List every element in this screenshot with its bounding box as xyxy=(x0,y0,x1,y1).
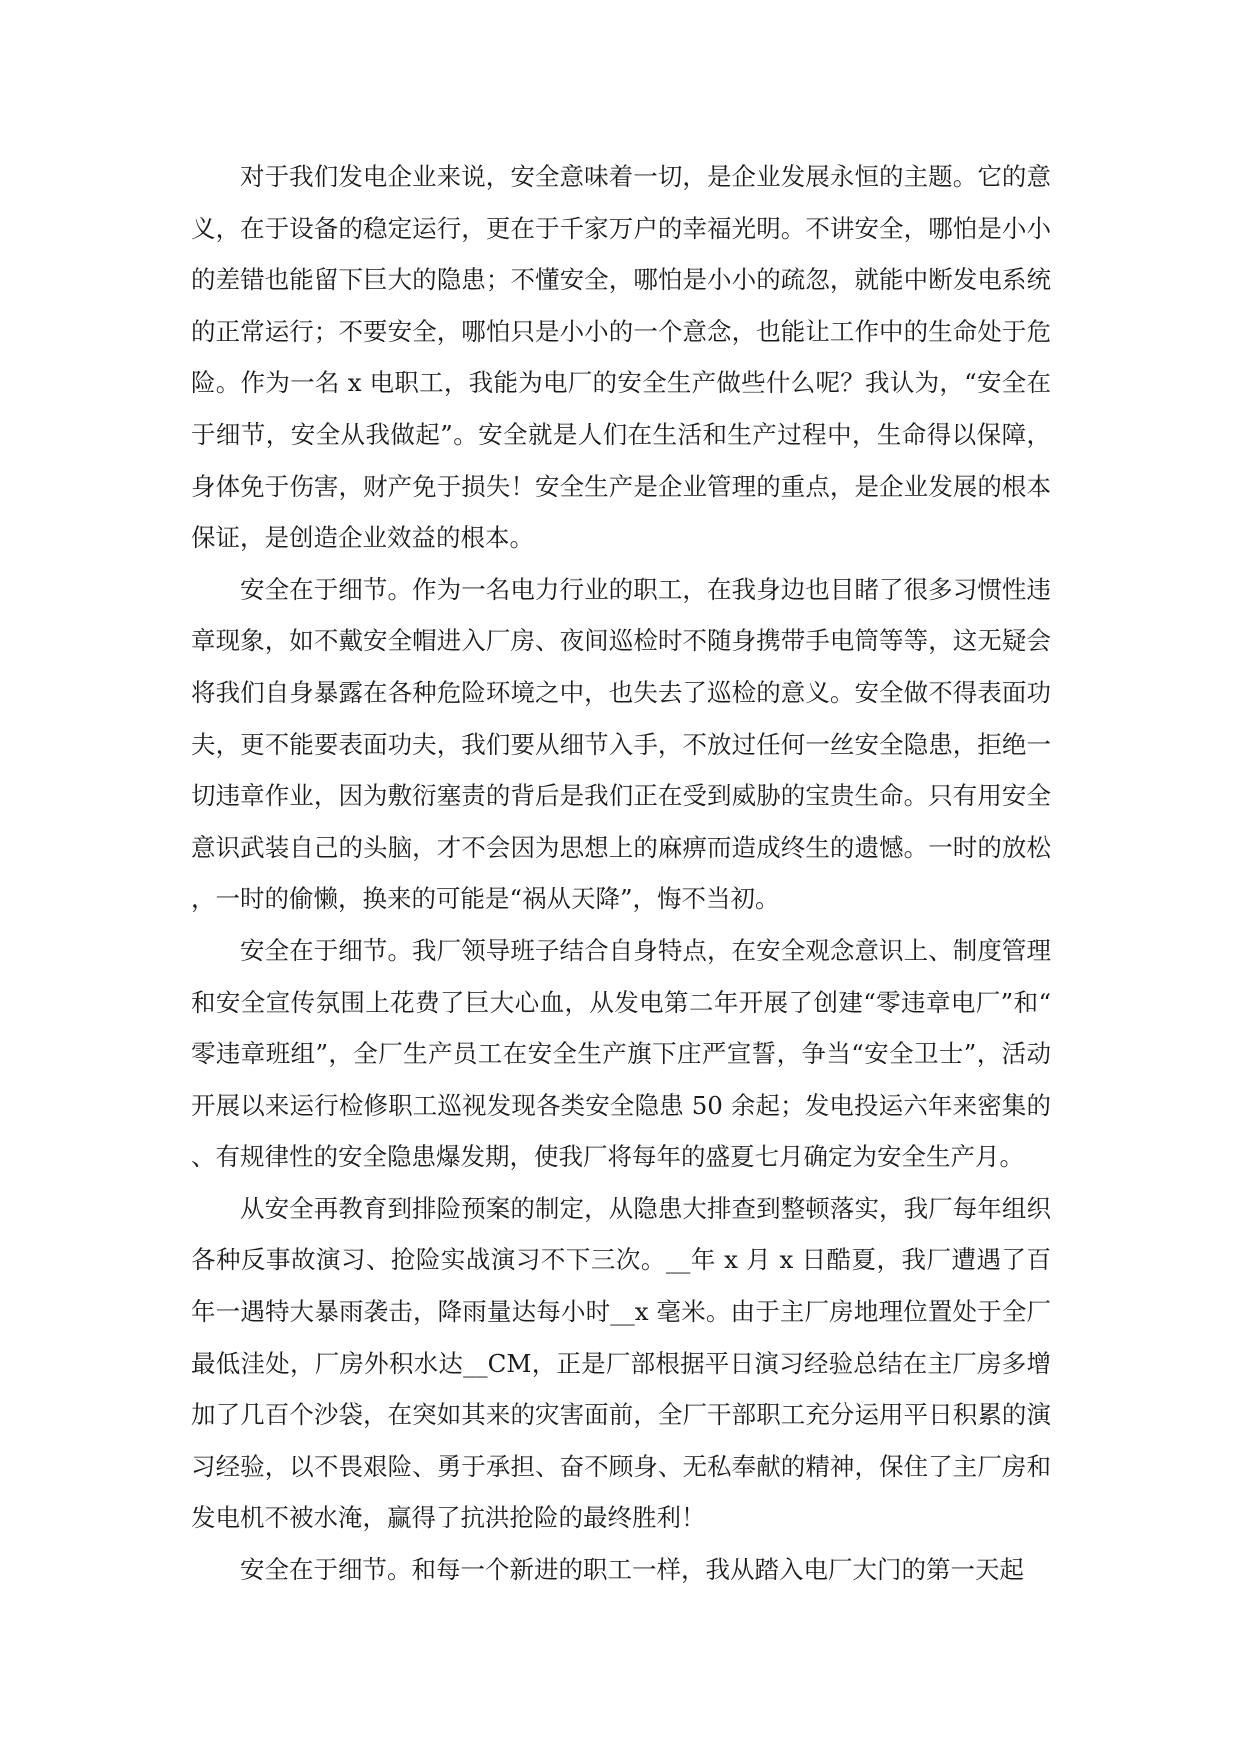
paragraph-3: 安全在于细节。我厂领导班子结合自身特点，在安全观念意识上、制度管理和安全宣传氛围上花费了巨大心血，从发电第二年开展了创建“零违章电厂”和“零违章班组”，全厂生产员工在安全生产旗下庄严宣誓，争当“安全卫士”，活动开展以来运行检修职工巡视发现各类安全隐患 50 余起；发电投运六年来密集的、有规律性的安全隐患爆发期，使我厂将每年的盛夏七月确定为安全生产月。 xyxy=(191,935,1051,1172)
paragraph-4: 从安全再教育到排险预案的制定，从隐患大排查到整顿落实，我厂每年组织各种反事故演习、抢险实战演习不下三次。__年 x 月 x 日酷夏，我厂遭遇了百年一遇特大暴雨袭击，降雨量达每小时__x 毫米。由于主厂房地理位置处于全厂最低洼处，厂房外积水达__CM，正是厂部根据平日演习经验总结在主厂房多增加了几百个沙袋，在突如其来的灾害面前，全厂干部职工充分运用平日积累的演习经验，以不畏艰险、勇于承担、奋不顾身、无私奉献的精神，保住了主厂房和发电机不被水淹，赢得了抗洪抢险的最终胜利！ xyxy=(191,1193,1051,1533)
paragraph-2: 安全在于细节。作为一名电力行业的职工，在我身边也目睹了很多习惯性违章现象，如不戴安全帽进入厂房、夜间巡检时不随身携带手电筒等等，这无疑会将我们自身暴露在各种危险环境之中，也失去了巡检的意义。安全做不得表面功夫，更不能要表面功夫，我们要从细节入手，不放过任何一丝安全隐患，拒绝一切违章作业，因为敷衍塞责的背后是我们正在受到威胁的宝贵生命。只有用安全意识武装自己的头脑，才不会因为思想上的麻痹而造成终生的遗憾。一时的放松，一时的偷懒，换来的可能是“祸从天降”，悔不当初。 xyxy=(191,574,1051,914)
paragraph-5: 安全在于细节。和每一个新进的职工一样，我从踏入电厂大门的第一天起 xyxy=(240,1555,1024,1585)
document-body xyxy=(191,151,1051,1596)
paragraph-1: 对于我们发电企业来说，安全意味着一切，是企业发展永恒的主题。它的意义，在于设备的稳定运行，更在于千家万户的幸福光明。不讲安全，哪怕是小小的差错也能留下巨大的隐患；不懂安全，哪怕是小小的疏忽，就能中断发电系统的正常运行；不要安全，哪怕只是小小的一个意念，也能让工作中的生命处于危险。作为一名 x 电职工，我能为电厂的安全生产做些什么呢？我认为，“安全在于细节，安全从我做起”。安全就是人们在生活和生产过程中，生命得以保障，身体免于伤害，财产免于损失！安全生产是企业管理的重点，是企业发展的根本保证，是创造企业效益的根本。 xyxy=(191,162,1051,553)
